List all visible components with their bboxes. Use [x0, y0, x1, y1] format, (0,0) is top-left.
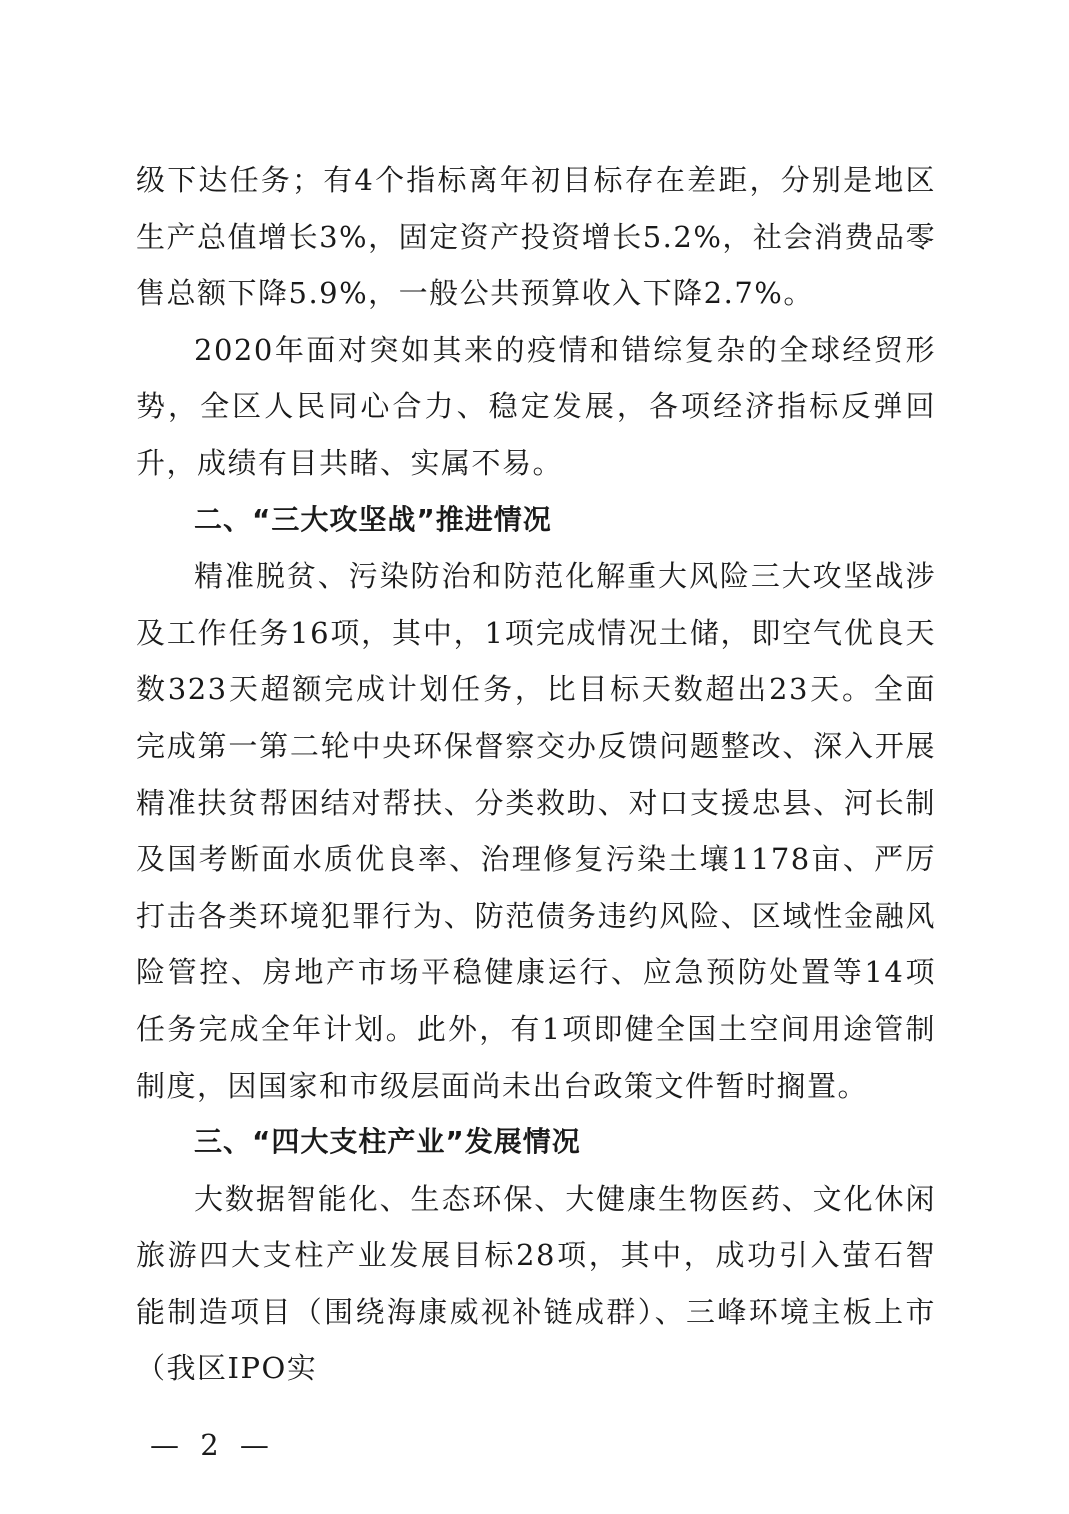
document-body [136, 152, 936, 1397]
section-heading-three-battles: 二、“三大攻坚战”推进情况 [194, 502, 552, 536]
paragraph-three-battles: 精准脱贫、污染防治和防范化解重大风险三大攻坚战涉及工作任务16项，其中，1项完成情况土储，即空气优良天数323天超额完成计划任务，比目标天数超出23天。全面完成第一第二轮中央环保督察交办反馈问题整改、深入开展精准扶贫帮困结对帮扶、分类救助、对口支援忠县、河长制及国考断面水质优良率、治理修复污染土壤1178亩、严厉打击各类环境犯罪行为、防范债务违约风险、区域性金融风险管控、房地产市场平稳健康运行、应急预防处置等14项任务完成全年计划。此外，有1项即健全国土空间用途管制制度，因国家和市级层面尚未出台政策文件暂时搁置。 [136, 559, 936, 1103]
paragraph-2020-summary: 2020年面对突如其来的疫情和错综复杂的全球经贸形势，全区人民同心合力、稳定发展，各项经济指标反弹回升，成绩有目共睹、实属不易。 [136, 332, 936, 480]
section-heading-four-industries: 三、“四大支柱产业”发展情况 [194, 1125, 581, 1159]
paragraph-four-industries: 大数据智能化、生态环保、大健康生物医药、文化休闲旅游四大支柱产业发展目标28项，其中，成功引入萤石智能制造项目（围绕海康威视补链成群）、三峰环境主板上市（我区IPO实 [136, 1181, 936, 1386]
paragraph-economic-indicators: 级下达任务；有4个指标离年初目标存在差距，分别是地区生产总值增长3%，固定资产投资增长5.2%，社会消费品零售总额下降5.9%，一般公共预算收入下降2.7%。 [136, 163, 936, 311]
page-number: — 2 — [150, 1428, 275, 1462]
